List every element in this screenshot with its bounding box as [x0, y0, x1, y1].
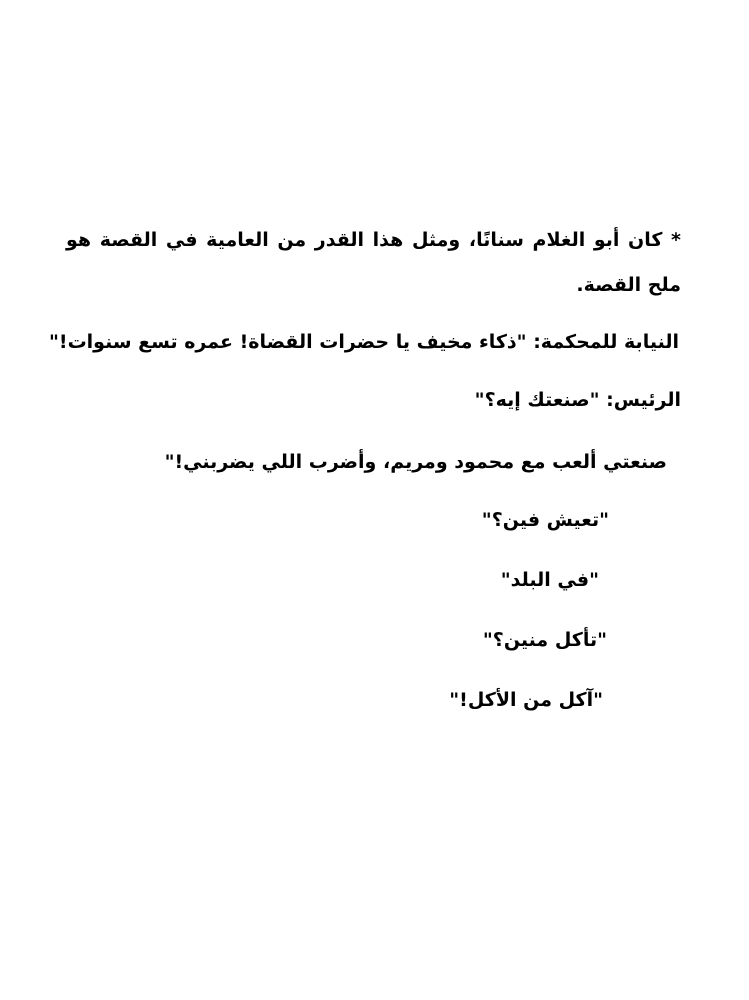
boy-answer-line: صنعتي ألعب مع محمود ومريم، وأضرب اللي يضربني!" [164, 451, 667, 473]
prosecution-line: النيابة للمحكمة: "ذكاء مخيف يا حضرات القضاة! عمره تسع سنوات!" [49, 331, 679, 353]
eat-food-line: "آكل من الأكل!" [449, 689, 603, 711]
in-village-line: "في البلد" [500, 569, 599, 591]
footnote-paragraph: * كان أبو الغلام سنانًا، ومثل هذا القدر من العامية في القصة هو ملح القصة. [66, 229, 681, 296]
where-live-line: "تعيش فين؟" [481, 509, 609, 531]
eat-from-where-line: "تأكل منين؟" [482, 629, 607, 651]
judge-question-line: الرئيس: "صنعتك إيه؟" [474, 389, 681, 411]
